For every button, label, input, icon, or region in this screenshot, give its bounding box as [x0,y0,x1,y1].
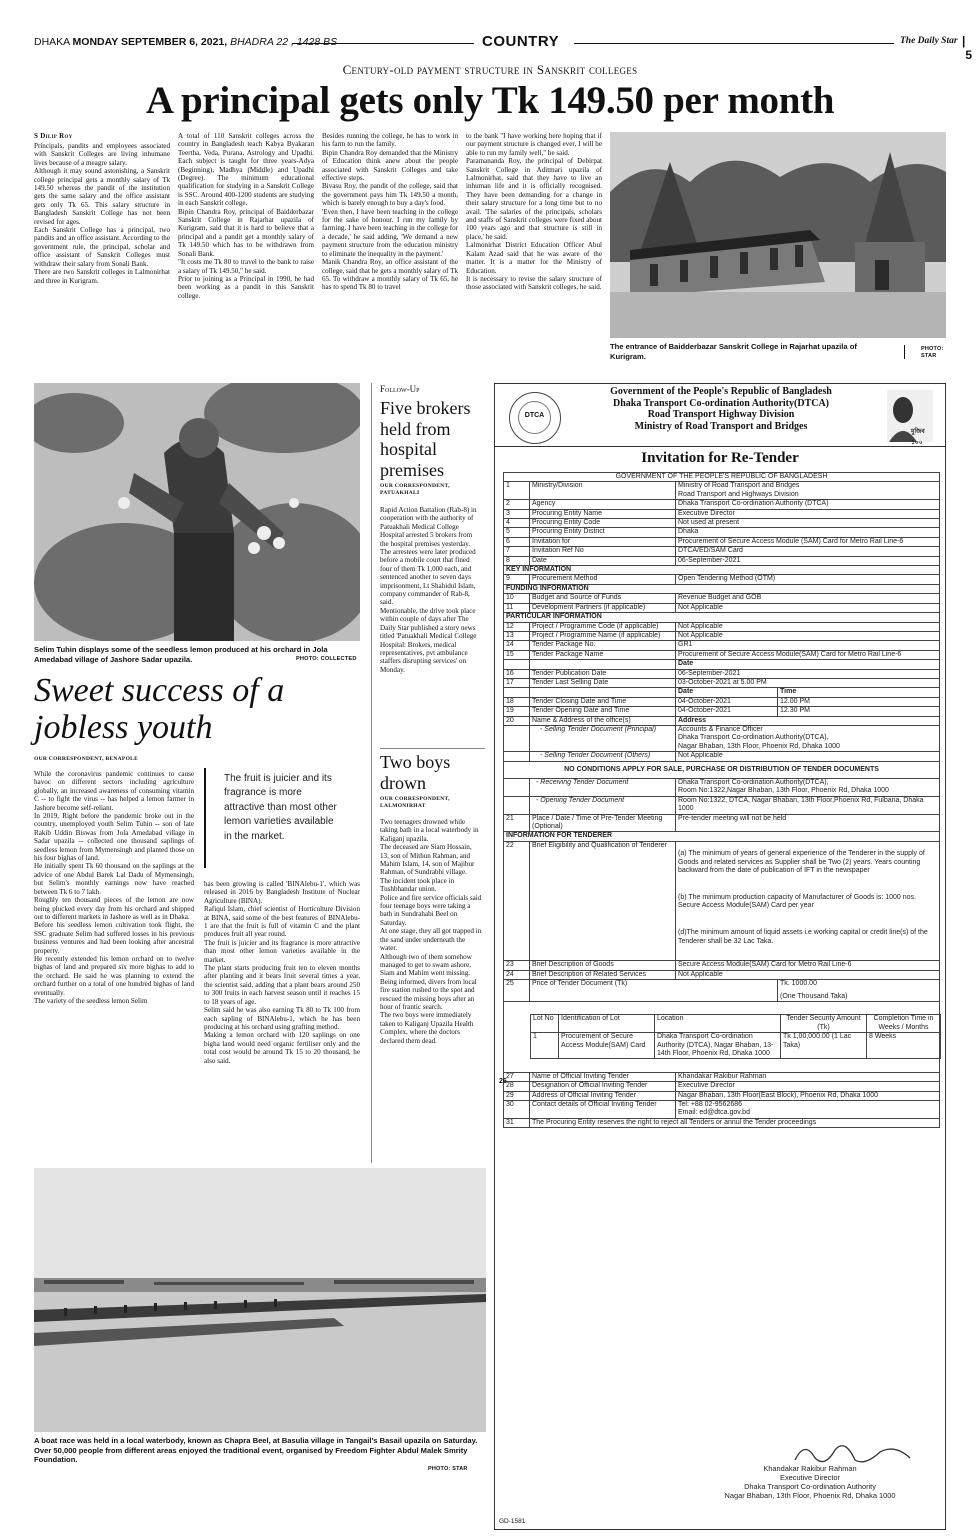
tender-row: 5 Procuring Entity District Dhaka [504,528,940,537]
lemon-col1: While the coronavirus pandemic continues to cause havoc on different sectors including agriculture globally, an increased awareness of consuming vitamin C -- to fight the virus -- has helped a lemon farmer in Jashore become self-reliant. In 2019, Right before the pandemic broke out in the country, unemployed youth Selim Tuhin -- son of late Rakib Uddin Biswas from Jola Amedabad village in Sadar upazila -- collected one thousand saplings of seedless lemon from Mymensingh and planted those on his four bighas of land. He initially spent Tk 60 thousand on the saplings at the advice of one Abdul Barek Lal Dadu of Mymensingh, but Selim's monthly earnings now have reached between Tk 6 to 7 lakh. Roughly ten thousand pieces of the lemon are now being plucked every day from his orchard and shipped out to different markets in Jashore as well as in Dhaka. Before his seedless lemon cultivation took flight, the SSC graduate Selim had suffered losses in his previous business ventures and had been looking after ancestral property. He recently extended his lemon orchard on to twelve bighas of land and prepared six more bighas to add to the orchard. He said he was planning to extend the orchard further on a total of one hundred bighas of land eventually. The variety of the seedless lemon Selim [34,770,194,1005]
brokers-headline: Five brokers held from hospital premises [380,398,471,480]
dateline [34,36,337,48]
tender-row: 11 Development Partners (if applicable) Not Applicable [504,603,940,612]
tender-title: Invitation for Re-Tender [641,450,799,466]
dtca-logo [509,392,561,444]
tender-row: 4 Procuring Entity Code Not used at present [504,519,940,528]
tender-row: 2 Agency Dhaka Transport Co-ordination Authority (DTCA) [504,500,940,509]
funding-heading: FUNDING INFORMATION [504,584,940,593]
masthead-rule-left [292,43,474,44]
lemon-headline: Sweet success of a jobless youth [34,672,285,746]
tender-row: 10 Budget and Source of Funds Revenue Budget and GOB [504,594,940,603]
sanskrit-col2: A total of 110 Sanskrit colleges across the country in Bangladesh teach Kabya Byakaran Teertha, Veda, Purana, Astrology and Upadhi. Each subject is taught for three years-Adya (Beginning), Madhya (Middle) and Upadhi (Degree). The minimum educational qualification for studying in a Sanskrit College is SSC. Around 400-1200 students are studying in each Sanskrit college. Bipin Chandra Roy, principal of Baidderbazar Sanskrit College in Rajarhat upazila of Kurigram, said that it is hard to believe that a principal and a pandit get a monthly salary of Tk 149.50 which has to be withdrawn from Sonali Bank. "It costs me Tk 80 to travel to the bank to raise a salary of Tk 149.50," he said. Prior to joining as a Principal in 1990, he had been working as a pandit in this Sanskrit college. [178,132,314,300]
tender-row: 13 Project / Programme Name (if applicable) Not Applicable [504,631,940,640]
lot-table-cell [504,1001,940,1072]
pre-tender-meeting: Pre-tender meeting will not be held [676,814,940,832]
tender-row: 23 Brief Description of Goods Secure Access Module(SAM) Card for Metro Rail Line-6 [504,961,940,970]
tender-row: 8 Date 06-September-2021 [504,556,940,565]
info-tenderer-heading: INFORMATION FOR TENDERER [504,832,940,841]
boat-photo-credit: PHOTO: STAR [428,1466,468,1472]
credit-bar [904,345,905,359]
dtca-logo-text: DTCA [524,412,545,419]
lemon-byline: OUR CORRESPONDENT, BENAPOLE [34,756,139,762]
reservation-clause: The Procuring Entity reserves the right to reject all Tenders or annul the Tender proceedings [530,1118,940,1127]
boat-photo-art [34,1168,486,1432]
dateline-day: MONDAY SEPTEMBER 6, 2021, [72,36,228,48]
tender-row: 19 Tender Opening Date and Time 04-October-2021 12.30 PM [504,707,940,716]
tender-table [499,472,939,1128]
tender-row: 24 Brief Description of Related Services Not Applicable [504,970,940,979]
drown-headline: Two boys drown [380,752,451,793]
no-conditions: NO CONDITIONS APPLY FOR SALE, PURCHASE OR DISTRIBUTION OF TENDER DOCUMENTS [504,761,940,778]
lemon-pullquote: The fruit is juicier and its fragrance is more attractive than most other lemon varieties available in the market. [224,773,337,842]
tender-header-line: Government of the People's Republic of Bangladesh [610,386,832,397]
lemon-photo-credit: PHOTO: COLLECTED [296,656,357,662]
dateline-bengali: BHADRA 22 , 1428 BS [230,36,338,48]
tender-header-line: Dhaka Transport Co-ordination Authority(DTCA) [612,397,830,409]
masthead [34,33,973,62]
gd-number: GD-1581 [499,1518,526,1525]
tender-row: 28 Designation of Official Inviting Tender Executive Director [504,1082,940,1091]
college-photo [610,132,946,338]
tender-row: 16 Tender Publication Date 06-September-2021 [504,669,940,678]
tender-row: - Selling Tender Document (Others) Not Applicable [504,752,940,761]
tender-header-line: Road Transport Highway Division [647,409,795,420]
lemon-col2: has been growing is called 'BINAlebu-1', which was released in 2016 by Bangladesh Institute of Nuclear Agriculture (BINA). Rafiqul Islam, chief scientist of Horticulture Division at BINA, said some of the best features of BINAlebu-1 are that the fruit is full of vitamin C and the plant produces fruit all year round. The fruit is juicier and its fragrance is more attractive than most other lemon varieties available in the market. The plant starts producing fruit ten to eleven months after planting and it bears fruit several times a year, the scientist said, adding that a plant bears around 250 to 300 fruits in each harvest season until it reaches 15 to 18 years of age. Selim said he was also earning Tk 80 to Tk 100 from each sapling of BINAlebu-1, which he has been producing at his orchard using grafting method. Making a lemon orchard with 120 saplings on one bigha land would need organic fertiliser only and the total cost would be around Tk 15 to 20 thousand, he also said. [204,880,360,1065]
brand-logo: The Daily Star [900,36,958,46]
tender-row: - Receiving Tender Document Dhaka Transport Co-ordination Authority(DTCA), Room No:1322,Nagar Bhaban, 13th Floor, Phoenix Rd, Dhaka 1000 [504,779,940,797]
section-label: COUNTRY [482,33,560,50]
tender-row: 15 Tender Package Name Procurement of Secure Access Module(SAM) Card for Metro Rail Line-6 [504,650,940,659]
particular-heading: PARTICULAR INFORMATION [504,613,940,622]
tender-row: 1 Ministry/Division Ministry of Road Transport and Bridges Road Transport and Highways Division [504,482,940,500]
drown-body: Two teenagers drowned while taking bath in a local waterbody in Kaliganj upazila. The deceased are Siam Hossain, 13, son of Mithun Rahman, and Mahim Islam, 14, son of Majibur Rahman, of Sundrabhi village. The incident took place in Tushbhandar union. Police and fire service officials said four teenage boys were taking a bath in Sundrahabi Beel on Saturday. At one stage, they all got trapped in the sand under underneath the water. Although two of them somehow managed to get to swam ashore, Siam and Mahim went missing. Being informed, divers from local fire station rushed to the spot and rescued the missing boys after an hour of frantic search. The two boys were immediately taken to Kaliganj Upazila Health Complex, where the doctors declared them dead. [380,818,482,1045]
sanskrit-col3: Besides running the college, he has to work in his farm to run the family. Bipin Chandra Roy demanded that the Ministry of Education think anew about the people associated with Sanskrit Colleges and take effective steps. Bivasu Roy, the pandit of the college, said that the government pays him Tk 149.50 a month, which is barely enough to buy a day's food. 'Even then, I have been teaching in the college for the sake of honour. I run my family by farming. I have been teaching in the college for a decade,' he said adding, 'We demand a new payment structure from the education ministry to eliminate the inequality in the payment.' Manik Chandra Roy, an office assistant of the college, said that he gets a monthly salary of Tk 65. To withdraw a monthly salary of Tk 65, he has to spend Tk 80 to travel [322,132,458,292]
brokers-kicker: Follow-Up [380,384,420,394]
tender-row: 6 Invitation for Procurement of Secure Access Module (SAM) Card for Metro Rail Line-6 [504,537,940,546]
mujib-portrait [887,390,933,446]
sanskrit-col4: to the bank "I have working here hoping that if our payment structure is changed ever, I will be able to run my family well," he said. Paramananda Roy, the principal of Debirpat Sanskrit College in Aditmari upazila of Lalmonirhat, said that they have to live an inhuman life and it is officially recognised. They have been demanding for a change in their salary structure for a long time but to no avail. 'The salaries of the principals, scholars and staffs of Sanskrit colleges were fixed about 100 years ago and that structure is still in place,' he said. Lalmonirhat District Education Officer Abul Kalam Azad said that he was aware of the matter. It is a matter for the Ministry of Education. It is necessary to revise the salary structure of those associated with Sanskrit colleges, he said. [466,132,602,292]
gov-heading: GOVERNMENT OF THE PEOPLE'S REPUBLIC OF BANGLADESH [504,473,940,482]
key-info-heading: KEY INFORMATION [504,566,940,575]
lemon-photo-art [34,383,360,641]
tender-table-main: GOVERNMENT OF THE PEOPLE'S REPUBLIC OF BANGLADESH 1 Ministry/Division Ministry of Road Transport and Bridges Road Transport and Highways Division 2 Agency Dhaka Transport Co-ordination Authority (DTCA) 3 Procuring Entity Name Executive Director 4 Procuring Entity Code Not used at present 5 Procuring Entity District Dhaka 6 Invitation for Procurement of Secure Access Module (SAM) Card for Metro Rail Line-6 7 Invitation Ref No DTCA/ED/SAM Card 8 Date 06-September-2021 KEY INFORMATION 9 Procurement Method Open Tendering Method (OTM) FUNDING INFORMATION 10 Budget and Source of Funds Revenue Budget and GOB 11 Development Partners (if applicable) Not Applicable PARTICULAR INFORMATION 12 Project / Programme Code (if applicable) Not Applicable 13 Project / Programme Name (if applicable) Not Applicable 14 Tender Package No. GR1 15 Tender Package Name Procurement of Secure Access Module(SAM) Card for Metro Rail Line-6 Date 16 Tender Publication Date 06-September-2021 17 Tender Last Selling Date 03-October-2021 at 5.00 PM Date Time 18 Tender Closing Date and Time 04-October-2021 12.00 PM 19 Tender Opening Date and Time 04-October-2021 12.30 PM 20 Name & Address of the office(s) Address - Selling Tender Document (Principal) Accounts & Finance Officer Dhaka Transport Co-ordination Authority(DTCA), Nagar Bhaban, 13th Floor, Phoenix Rd, Dhaka 1000 - Selling Tender Document (Others) Not Applicable NO CONDITIONS APPLY FOR SALE, PURCHASE OR DISTRIBUTION OF TENDER DOCUMENTS - Receiving Tender Document Dhaka Transport Co-ordination Authority(DTCA), Room No:1322,Nagar Bhaban, 13th Floor, Phoenix Rd, Dhaka 1000 - Opening Tender Document Room No:1322, DTCA, Nagar Bhaban, 13th Floor,Phoenix Rd, Fulbaria, Dhaka 1000 21 Place / Date / Time of Pre-Tender Meeting (Optional) Pre-tender meeting will not be held INFORMATION FOR TENDERER 22 Brief Eligibility and Qualification of Tenderer (a) The minimum of years of general experience of the Tenderer in the supply of Goods and related services as Supplier shall be Two (2) years. Years counting backward from the date of publication of IFT in the newspaper (b) The minimum production capacity of Manufacturer of Goods is: 1000 nos. Secure Access Module(SAM) Card per year (d)The minimum amount of liquid assets i.e working capital or credit line(s) of the Tenderer shall be 32 Lac Taka. 23 Brief Description of Goods Secure Access Module(SAM) Card for Metro Rail Line-6 24 Brief Description of Related Services Not Applicable 25 Price of Tender Document (Tk) Tk. 1000.00 (One Thousand Taka) Lot No Identification of Lot Location Tender Security Amount (Tk) Completion Time in Weeks / Months 1 Procurement of Secure Access Module(SAM) Card Dhaka Transport Co-ordination Authority (DTCA), Nagar Bhaban, 13-14th Floor, Phoenix Rd, Dhaka 1000 Tk 1,00,000.00 (1 Lac Taka) 8 Weeks 27 Name of Official Inviting Tender Khandakar Rakibur Rahman 28 Designation of Official Inviting Tender Executive Director 29 Address of Official Inviting Tender Nagar Bhaban, 13th Floor(East Block), Phoenix Rd, Dhaka 1000 30 Contact details of Official Inviting Tender Tel: +88 02-9562686 Email: ed@dtca.gov.bd 31 The Procuring Entity reserves the right to reject all Tenders or annul the Tender proceedings [503,472,940,1128]
doc-price: Tk. 1000.00 (One Thousand Taka) [778,980,940,1002]
tender-header-line: Ministry of Road Transport and Bridges [634,420,808,432]
sanskrit-headline: A principal gets only Tk 149.50 per month [145,79,835,122]
tender-row: 14 Tender Package No. GR1 [504,641,940,650]
mujib-text: মুজিব ১০০ [911,429,925,446]
sanskrit-byline: S Dilip Roy [34,132,73,140]
boat-photo [34,1168,486,1432]
tender-row: 7 Invitation Ref No DTCA/ED/SAM Card [504,547,940,556]
drown-byline: OUR CORRESPONDENT, LALMONIRHAT [380,796,450,809]
tender-ad [494,383,946,1530]
tender-row: 12 Project / Programme Code (if applicable) Not Applicable [504,622,940,631]
lot-row-number: 26 [499,1078,507,1085]
college-photo-caption: The entrance of Baidderbazar Sanskrit College in Rajarhat upazila of Kurigram. [610,342,857,361]
tender-row: 30 Contact details of Official Inviting Tender Tel: +88 02-9562686 Email: ed@dtca.gov.bd [504,1101,940,1119]
eligibility-text: (a) The minimum of years of general experience of the Tenderer in the supply of Goods and related services as Supplier shall be Two (2) years. Years counting backward from the date of publication of IFT in the newspaper (b) The minimum production capacity of Manufacturer of Goods is: 1000 nos. Secure Access Module(SAM) Card per year (d)The minimum amount of liquid assets i.e working capital or credit line(s) of the Tenderer shall be 32 Lac Taka. [676,841,940,960]
page-number-wrap: | 5 [962,34,973,62]
sanskrit-col1: Principals, pandits and employees associated with Sanskrit Colleges are living inhumane lives because of a meagre salary. Although it may sound astonishing, a Sanskrit college principal gets a monthly salary of Tk 149.50 whereas the pandit of the institution gets the same salary and the office assistant gets only Tk 65. This salary structure in Bangladesh Sanskrit College has not been revised for ages. Each Sanskrit College has a principal, two pandits and an office assistant. According to the government rule, the principal, scholar and office assistant of Sanskrit Colleges must withdraw their salary from Sonali Bank. There are two Sanskrit colleges in Lalmonirhat and three in Kurigram. [34,142,170,285]
tender-row: - Selling Tender Document (Principal) Accounts & Finance Officer Dhaka Transport Co-ordination Authority(DTCA), Nagar Bhaban, 13th Floor, Phoenix Rd, Dhaka 1000 [504,725,940,751]
dateline-city: DHAKA [34,36,70,48]
brokers-byline: OUR CORRESPONDENT, PATUAKHALI [380,483,450,496]
rows-ministry [504,482,940,566]
boat-photo-caption: A boat race was held in a local waterbody, known as Chapra Beel, at Basulia village in Tangail's Basail upazila on Saturday. Over 50,000 people from different areas enjoyed the traditional event, organised by Freedom Fighter Abdul Malek Smrity Foundation. [34,1436,478,1465]
college-photo-art [610,132,946,338]
tender-row: 17 Tender Last Selling Date 03-October-2021 at 5.00 PM [504,678,940,687]
tender-row: 29 Address of Official Inviting Tender Nagar Bhaban, 13th Floor(East Block), Phoenix Rd, Dhaka 1000 [504,1091,940,1100]
tender-row: - Opening Tender Document Room No:1322, DTCA, Nagar Bhaban, 13th Floor,Phoenix Rd, Fulbaria, Dhaka 1000 [504,796,940,814]
page-number: 5 [965,48,973,62]
tender-row: 3 Procuring Entity Name Executive Director [504,509,940,518]
tender-header [561,386,881,432]
sanskrit-kicker: Century-old payment structure in Sanskrit colleges [342,62,638,77]
column-rule [371,383,372,1163]
college-photo-credit: PHOTO: STAR [921,346,944,359]
brokers-body: Rapid Action Battalion (Rab-8) in cooperation with the authority of Patuakhali Medical College Hospital arrested 5 brokers from the hospital premises yesterday. The arrestees were later produced before a mobile court that fined four of them Tk 1,000 each, and sentenced another to seven days imprisonment, Lt Shahidul Islam, company commander of Rab-8, said. Mentionable, the drive took place within couple of days after The Daily Star published a story news titled 'Patuakhali Medical College Hospital: Brokers, medical representatives, pvt ambulance staffers disrupting services' on Monday. [380,506,477,674]
procurement-method: Open Tendering Method (OTM) [676,575,940,584]
lemon-photo [34,383,360,641]
lot-table: Lot No Identification of Lot Location Tender Security Amount (Tk) Completion Time in Weeks / Months 1 Procurement of Secure Access Module(SAM) Card Dhaka Transport Co-ordination Authority (DTCA), Nagar Bhaban, 13-14th Floor, Phoenix Rd, Dhaka 1000 Tk 1,00,000.00 (1 Lac Taka) 8 Weeks [530,1014,941,1059]
signature-block: Khandakar Rakibur Rahman Executive Director Dhaka Transport Co-ordination Authority Nagar Bhaban, 13th Floor, Phoenix Rd, Dhaka 1000 [724,1464,896,1500]
tender-row: 18 Tender Closing Date and Time 04-October-2021 12.00 PM [504,697,940,706]
pullquote-bar [204,768,206,868]
tender-row: 27 Name of Official Inviting Tender Khandakar Rakibur Rahman [504,1072,940,1081]
masthead-rule-right [574,43,894,44]
lemon-photo-caption: Selim Tuhin displays some of the seedless lemon produced at his orchard in Jola Amedabad village of Jashore Sadar upazila. [34,645,328,664]
story-divider [380,748,485,749]
